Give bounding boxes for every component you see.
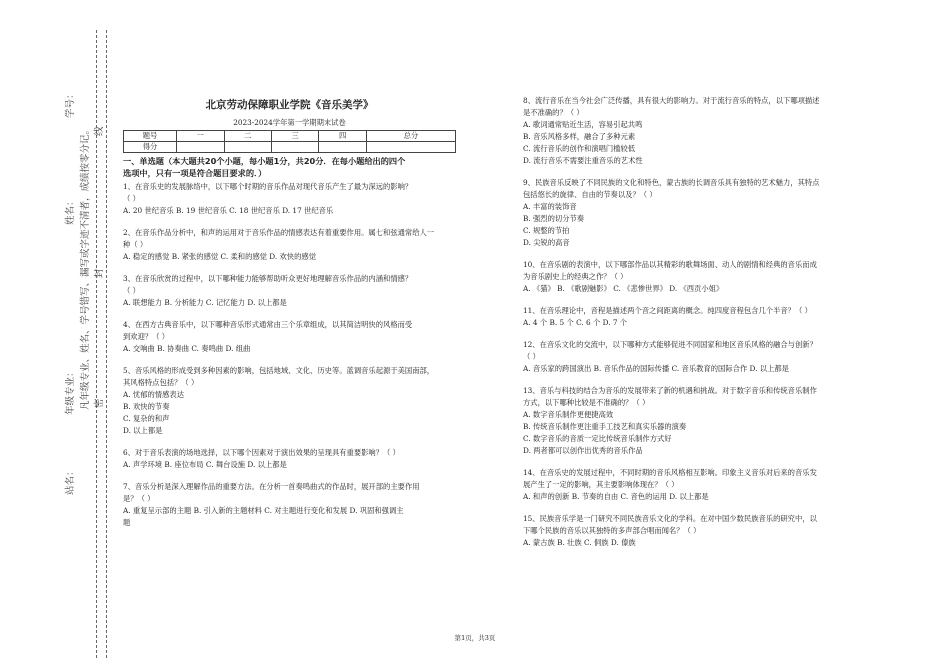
right-column (523, 95, 868, 559)
question-options: A. 《猫》 B. 《歌剧魅影》 C. 《悲惨世界》 D. 《西贡小姐》 (523, 284, 724, 293)
question-options: 题 (123, 518, 131, 527)
score-header-cell: 总分 (366, 131, 455, 142)
score-header-cell: 三 (271, 131, 318, 142)
question-options: A. 重复呈示部的主题 B. 引入新的主题材料 C. 对主题进行变化和发展 D. 巩固和强调主 (123, 506, 404, 515)
question-text: 11、在音乐理论中，音程是描述两个音之间距离的概念。纯四度音程包含几个半音？（ ） (523, 306, 812, 315)
question-options: A. 联想能力 B. 分析能力 C. 记忆能力 D. 以上都是 (123, 298, 287, 307)
seal-char-xian: 线 (94, 126, 105, 136)
question-options: A. 4 个 B. 5 个 C. 6 个 D. 7 个 (523, 318, 628, 327)
question-text: 13、音乐与科技的结合为音乐的发展带来了新的机遇和挑战。对于数字音乐和传统音乐制作 (523, 386, 817, 395)
question-text: （ ） (123, 194, 140, 203)
section-heading: 一、单选题（本大题共20个小题，每小题1分，共20分．在每小题给出的四个 (123, 156, 406, 166)
school-label: 站名： (65, 466, 76, 495)
option: D. 尖锐的高音 (523, 238, 570, 247)
option: D. 两者都可以创作出优秀的音乐作品 (523, 446, 643, 455)
score-table-header-row (124, 131, 456, 142)
seal-line-inner (106, 30, 107, 658)
option: B. 音乐风格多样，融合了多种元素 (523, 132, 636, 141)
question-text: 7、音乐分析是深入理解作品的重要方法。在分析一首奏鸣曲式的作品时，展开部的主要作用 (123, 482, 420, 491)
question-2 (123, 227, 456, 263)
question-text: 包括悠长的旋律、自由的节奏以及？（ ） (523, 190, 657, 199)
binding-margin (0, 0, 112, 672)
seal-char-mi: 密 (94, 398, 105, 408)
binding-notice: 凡年级专业、姓名、学号错写、漏写或字迹不清者，成绩按零分记。 (80, 124, 91, 410)
question-text: 下哪个民族的音乐以其独特的多声部合唱而闻名？（ ） (523, 526, 701, 535)
question-options: A. 交响曲 B. 协奏曲 C. 奏鸣曲 D. 组曲 (123, 344, 251, 353)
question-5 (123, 365, 456, 437)
question-text: （ ） (523, 352, 540, 361)
option: A. 丰富的装饰音 (523, 202, 577, 211)
question-text: 12、在音乐文化的交流中，以下哪种方式能够促进不同国家和地区音乐风格的融合与创新？ (523, 340, 817, 349)
score-header-cell: 题号 (124, 131, 177, 142)
question-text: 6、对于音乐表演的场地选择，以下哪个因素对于演出效果的呈现具有重要影响？（ ） (123, 448, 400, 457)
question-text: 种（ ） (123, 240, 148, 249)
question-text: 15、民族音乐学是一门研究不同民族音乐文化的学科。在对中国少数民族音乐的研究中，以 (523, 514, 817, 523)
question-6 (123, 447, 456, 471)
option: A. 忧郁的情感表达 (123, 390, 184, 399)
question-8 (523, 95, 868, 167)
question-text: 到欢迎？（ ） (123, 332, 170, 341)
question-text: 1、在音乐史的发展脉络中，以下哪个时期的音乐作品对现代音乐产生了最为深远的影响？ (123, 182, 413, 191)
question-text: 5、音乐风格的形成受到多种因素的影响，包括地域、文化、历史等。蓝调音乐起源于美国南部， (123, 366, 435, 375)
score-cell[interactable] (177, 142, 224, 153)
question-options: A. 音乐家的跨国演出 B. 音乐作品的国际传播 C. 音乐教育的国际合作 D. 以上都是 (523, 364, 789, 373)
score-table-score-row (124, 142, 456, 153)
option: C. 数字音乐的音质一定比传统音乐制作方式好 (523, 434, 672, 443)
question-1 (123, 181, 456, 217)
section-heading: 选项中，只有一项是符合题目要求的．） (123, 167, 267, 178)
score-cell[interactable] (271, 142, 318, 153)
exam-subtitle: 2023-2024学年第一学期期末试卷 (233, 118, 346, 127)
option: D. 以上都是 (123, 426, 163, 435)
question-options: A. 声学环境 B. 座位布局 C. 舞台设施 D. 以上都是 (123, 460, 287, 469)
question-text: 2、在音乐作品分析中，和声的运用对于音乐作品的情感表达有着重要作用。属七和弦通常给人一 (123, 228, 435, 237)
question-9 (523, 177, 868, 249)
option: B. 传统音乐制作更注重手工技艺和真实乐器的演奏 (523, 422, 687, 431)
question-text: （ ） (123, 286, 140, 295)
option: A. 歌词通常贴近生活，容易引起共鸣 (523, 120, 643, 129)
question-13 (523, 385, 868, 457)
score-header-cell: 四 (319, 131, 366, 142)
exam-title: 北京劳动保障职业学院《音乐美学》 (205, 99, 374, 111)
question-4 (123, 319, 456, 355)
question-text: 3、在音乐欣赏的过程中，以下哪种能力能够帮助听众更好地理解音乐作品的内涵和情感？ (123, 274, 413, 283)
option: A. 数字音乐制作更便捷高效 (523, 410, 614, 419)
option: C. 流行音乐的创作和演唱门槛较低 (523, 144, 636, 153)
question-options: A. 稳定的感觉 B. 紧张的感觉 C. 柔和的感觉 D. 欢快的感觉 (123, 252, 316, 261)
question-3 (123, 273, 456, 309)
grade-major-label: 年级专业： (65, 367, 76, 415)
question-text: 是不准确的？（ ） (523, 108, 584, 117)
question-10 (523, 259, 868, 295)
question-text: 8、流行音乐在当今社会广泛传播，具有很大的影响力。对于流行音乐的特点，以下哪项描述 (523, 96, 820, 105)
option: B. 欢快的节奏 (123, 402, 170, 411)
option: C. 复杂的和声 (123, 414, 170, 423)
score-table (123, 130, 456, 153)
option: D. 流行音乐不需要注重音乐的艺术性 (523, 156, 643, 165)
question-11 (523, 305, 868, 329)
question-text: 方式，以下哪种比较是不准确的？（ ） (523, 398, 650, 407)
question-text: 为音乐剧史上的经典之作？（ ） (523, 272, 628, 281)
question-text: 10、在音乐剧的表演中，以下哪部作品以其精彩的歌舞场面、动人的剧情和经典的音乐而成 (523, 260, 817, 269)
left-column (123, 156, 456, 539)
score-header-cell: 二 (224, 131, 271, 142)
question-text: 4、在西方古典音乐中，以下哪种音乐形式通常由三个乐章组成，以其简洁明快的风格而受 (123, 320, 413, 329)
score-header-cell: 一 (177, 131, 224, 142)
page-footer: 第1页，共3页 (454, 634, 496, 642)
question-text: 展产生了一定的影响，其主要影响体现在？（ ） (523, 480, 679, 489)
score-cell[interactable] (366, 142, 455, 153)
question-14 (523, 467, 868, 503)
question-options: A. 蒙古族 B. 壮族 C. 侗族 D. 傣族 (523, 538, 636, 547)
question-12 (523, 339, 868, 375)
question-15 (523, 513, 868, 549)
question-text: 其风格特点包括？（ ） (123, 378, 199, 387)
question-options: A. 和声的创新 B. 节奏的自由 C. 音色的运用 D. 以上都是 (523, 492, 709, 501)
score-cell[interactable] (224, 142, 271, 153)
question-options: A. 20 世纪音乐 B. 19 世纪音乐 C. 18 世纪音乐 D. 17 世纪音乐 (123, 206, 334, 215)
question-7 (123, 481, 456, 529)
seal-line-outer (96, 30, 97, 658)
question-text: 14、在音乐史的发展过程中，不同时期的音乐风格相互影响。印象主义音乐对后来的音乐发 (523, 468, 817, 477)
question-text: 是？（ ） (123, 494, 155, 503)
seal-char-feng: 封 (94, 268, 105, 278)
option: C. 规整的节拍 (523, 226, 570, 235)
score-cell[interactable] (319, 142, 366, 153)
score-row-label: 得分 (124, 142, 177, 153)
name-label: 姓名： (65, 196, 76, 225)
option: B. 强烈的切分节奏 (523, 214, 585, 223)
question-text: 9、民族音乐反映了不同民族的文化和特色，蒙古族的长调音乐具有独特的艺术魅力，其特点 (523, 178, 820, 187)
student-id-label: 学号： (65, 89, 76, 118)
